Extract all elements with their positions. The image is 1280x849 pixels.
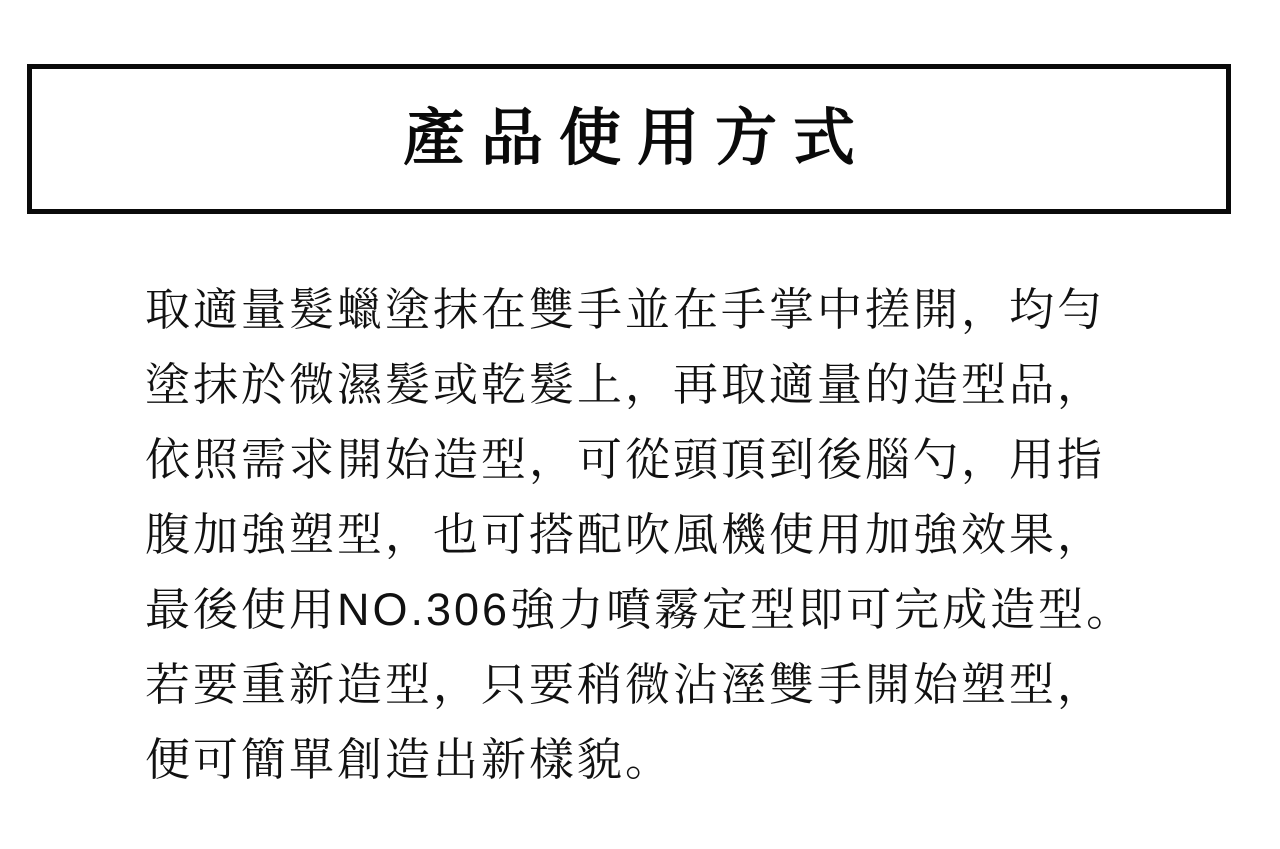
instruction-line: 腹加強塑型，也可搭配吹風機使用加強效果， — [145, 509, 1106, 560]
page-title: 產品使用方式 — [402, 104, 871, 173]
instruction-line: 取適量髮蠟塗抹在雙手並在手掌中搓開，均勻 — [145, 284, 1106, 335]
title-box — [27, 64, 1231, 214]
instruction-line: 依照需求開始造型，可從頭頂到後腦勺，用指 — [145, 434, 1106, 485]
instruction-line: 塗抹於微濕髮或乾髮上，再取適量的造型品， — [145, 359, 1106, 410]
instruction-line: 最後使用NO.306強力噴霧定型即可完成造型。 — [145, 584, 1135, 635]
instruction-line: 便可簡單創造出新樣貌。 — [145, 734, 674, 785]
usage-instructions-paragraph — [145, 272, 1155, 797]
instruction-line: 若要重新造型，只要稍微沾溼雙手開始塑型， — [145, 659, 1106, 710]
